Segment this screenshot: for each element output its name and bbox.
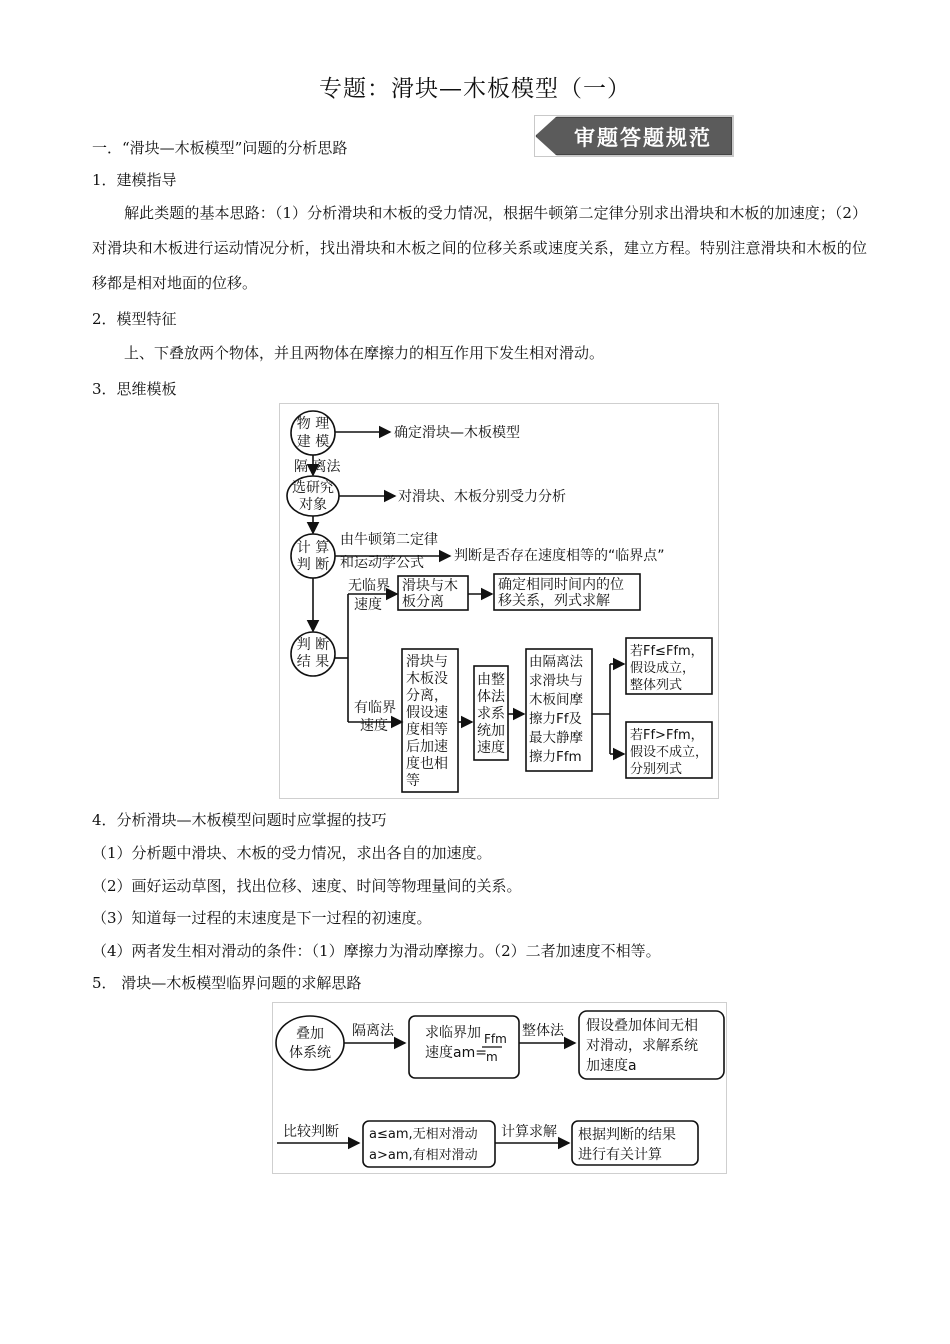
paragraph-2 [92, 336, 867, 371]
node-model-line1: 物 理 [296, 416, 330, 432]
subheading-2: 2．模型特征 [92, 310, 177, 328]
node-result-line1: 判 断 [296, 637, 330, 653]
label-critical-point: 判断是否存在速度相等的“临界点” [454, 548, 665, 564]
box-judge-line2: a>am,有相对滑动 [369, 1148, 478, 1163]
box-assume-true-text: 若Ff≤Ffm， 假设成立， 整体列式 [630, 644, 704, 693]
section-heading: 一．“滑块—木板模型”问题的分析思路 [92, 139, 348, 157]
label-newton-line1: 由牛顿第二定律 [340, 532, 438, 548]
node-result-line2: 结 果 [296, 654, 330, 670]
label-calc-solve: 计算求解 [501, 1124, 557, 1140]
box-assume-no-slide-line1: 假设叠加体间无相 [586, 1018, 698, 1034]
box-assume-text: 滑块与 木板没 分离， 假设速 度相等 后加速 度也相 等 [406, 654, 448, 789]
label-force-analysis: 对滑块、木板分别受力分析 [398, 489, 566, 505]
paragraph-2-text: 上、下叠放两个物体，并且两物体在摩擦力的相互作用下发生相对滑动。 [124, 344, 605, 362]
critical-solution-diagram [272, 1002, 727, 1174]
paragraph-1 [92, 196, 867, 301]
box-displacement-line1: 确定相同时间内的位 [498, 577, 624, 593]
box-judge-line1: a≤am,无相对滑动 [369, 1127, 478, 1142]
label-has-critical-line2: 速度 [360, 718, 388, 734]
label-no-critical-line1: 无临界 [348, 578, 390, 594]
node-stack-line2: 体系统 [289, 1045, 331, 1061]
box-assume-no-slide-line2: 对滑动，求解系统 [586, 1038, 698, 1054]
box-separate-line2: 板分离 [402, 594, 444, 610]
page-title: 专题：滑块—木板模型（一） [319, 76, 631, 102]
box-whole-text: 由整 体法 求系 统加 速度 [477, 672, 505, 756]
tip-3: （3）知道每一过程的末速度是下一过程的初速度。 [92, 909, 432, 927]
node-model-line2: 建 模 [296, 434, 330, 450]
box-critical-accel-line1: 求临界加 [425, 1025, 481, 1041]
node-object-line1: 选研究 [292, 480, 334, 496]
box-friction-text: 由隔离法 求滑块与 木板间摩 擦力Ff及 最大静摩 擦力Ffm [529, 654, 583, 765]
box-displacement-line2: 移关系，列式求解 [498, 593, 610, 609]
tip-2: （2）画好运动草图，找出位移、速度、时间等物理量间的关系。 [92, 877, 522, 895]
subheading-1: 1．建模指导 [92, 171, 177, 189]
box-critical-accel-line2: 速度am= [425, 1045, 487, 1061]
node-calc-line1: 计 算 [296, 540, 330, 556]
subheading-3: 3．思维模板 [92, 380, 177, 398]
formula-denominator: m [486, 1050, 498, 1064]
box-result-line1: 根据判断的结果 [578, 1127, 676, 1143]
thinking-template-diagram [279, 403, 719, 799]
subheading-5: 5． 滑块—木板模型临界问题的求解思路 [92, 974, 362, 992]
label-isolation-method: 隔离法 [352, 1023, 394, 1039]
node-calc-line2: 判 断 [296, 557, 330, 573]
box-separate-line1: 滑块与木 [402, 578, 458, 594]
badge-arrow-icon [535, 116, 557, 156]
box-assume-false-text: 若Ff>Ffm， 假设不成立， 分别列式 [630, 728, 709, 777]
node-object-line2: 对象 [299, 497, 327, 513]
label-has-critical-line1: 有临界 [354, 700, 396, 716]
label-newton-line2: 和运动学公式 [340, 555, 424, 571]
tip-4: （4）两者发生相对滑动的条件：（1）摩擦力为滑动摩擦力。（2）二者加速度不相等。 [92, 942, 661, 960]
formula-numerator: Ffm [484, 1032, 507, 1046]
box-assume-no-slide-line3: 加速度a [586, 1058, 637, 1074]
node-stack-line1: 叠加 [296, 1026, 324, 1042]
badge-label: 审题答题规范 [574, 126, 712, 150]
box-result-line2: 进行有关计算 [578, 1147, 662, 1163]
section-badge [534, 115, 734, 157]
label-no-critical-line2: 速度 [354, 597, 382, 613]
label-isolation: 隔 离法 [294, 459, 341, 475]
label-compare: 比较判断 [283, 1124, 339, 1140]
label-whole-method: 整体法 [522, 1023, 564, 1039]
subheading-4: 4．分析滑块—木板模型问题时应掌握的技巧 [92, 811, 387, 829]
paragraph-1-text: 解此类题的基本思路：（1）分析滑块和木板的受力情况，根据牛顿第二定律分别求出滑块和木板的加速度；（2）对滑块和木板进行运动情况分析，找出滑块和木板之间的位移关系或速度关系，建立方程。特别注意滑块和木板的位移都是相对地面的位移。 [92, 204, 867, 292]
label-confirm-model: 确定滑块—木板模型 [394, 425, 520, 441]
tip-1: （1）分析题中滑块、木板的受力情况，求出各自的加速度。 [92, 844, 492, 862]
